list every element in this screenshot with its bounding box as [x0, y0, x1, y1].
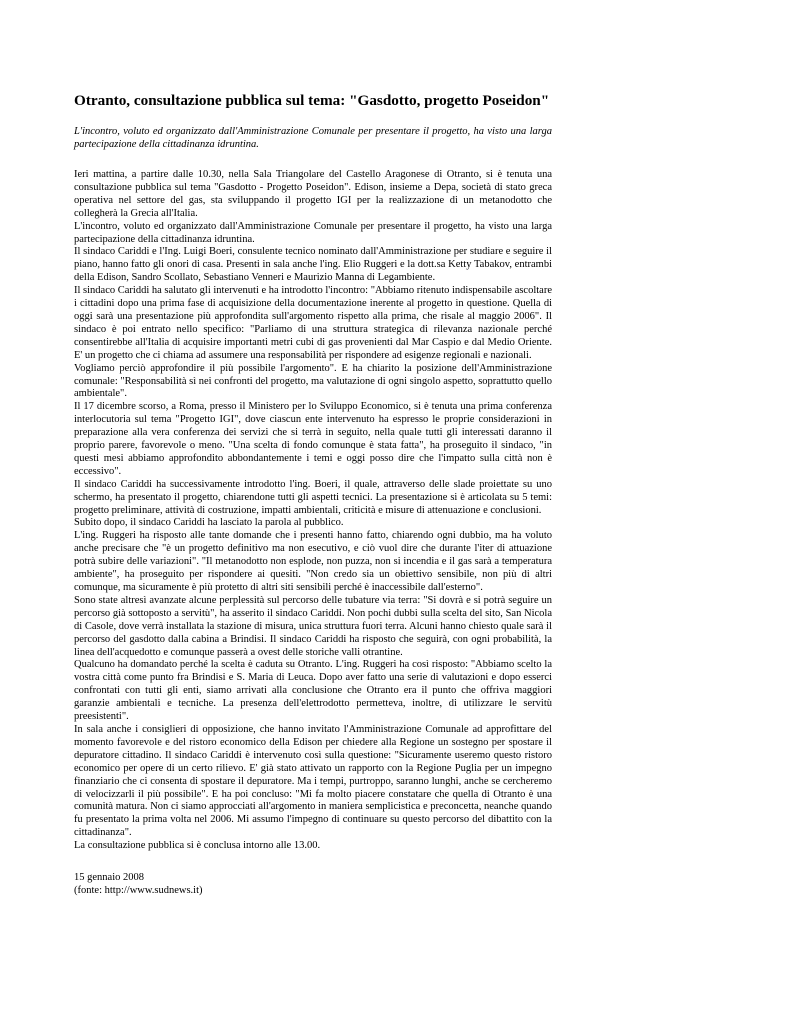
paragraph: Vogliamo perciò approfondire il più possibile l'argomento". E ha chiarito la posizione dell'Amministrazione comunale: "Responsabilità sì nei confronti del progetto, ma valutazione di ogni singolo aspetto, soprattutto quello ambientale". [74, 362, 552, 400]
article-title: Otranto, consultazione pubblica sul tema: "Gasdotto, progetto Poseidon" [74, 92, 550, 109]
document-page [74, 92, 552, 897]
paragraph: Qualcuno ha domandato perché la scelta è caduta su Otranto. L'ing. Ruggeri ha così risposto: "Abbiamo scelto la vostra città come punto fra Brindisi e S. Maria di Leuca. Dopo aver fatto una serie di valutazioni e dopo esserci confrontati con tutti gli enti, siamo arrivati alla conclusione che Otranto era il punto che offriva maggiori garanzie ambientali e tecniche. La presenza dell'elettrodotto permetteva, inoltre, di utilizzare le servitù preesistenti". [74, 659, 552, 723]
paragraph: Il sindaco Cariddi e l'Ing. Luigi Boeri, consulente tecnico nominato dall'Amministrazione per studiare e seguire il piano, hanno fatto gli onori di casa. Presenti in sala anche l'ing. Elio Ruggeri e la dott.sa Ketty Tabakov, entrambi della Edison, Sandro Scollato, Sebastiano Venneri e Maurizio Manna di Legambiente. [74, 246, 552, 284]
article-date: 15 gennaio 2008 [74, 872, 144, 884]
paragraph: L'incontro, voluto ed organizzato dall'Amministrazione Comunale per presentare il progetto, ha visto una larga partecipazione della cittadinanza idruntina. [74, 220, 552, 245]
article-footer [74, 871, 552, 897]
paragraph: L'ing. Ruggeri ha risposto alle tante domande che i presenti hanno fatto, chiarendo ogni dubbio, ma ha voluto anche precisare che "è un progetto definitivo ma non esecutivo, e ciò vuol dire che durante l'iter di attuazione potrà subire delle variazioni". "Il metanodotto non esplode, non puzza, non si incendia e il gas sarà a temperatura ambiente", ha proseguito per rispondere ai quesiti. "Non credo sia un obiettivo sensibile, non più di altri comunque, ma sicuramente è più protetto di altri siti sensibili perché è inaccessibile dall'esterno". [74, 530, 552, 593]
paragraph: Il sindaco Cariddi ha successivamente introdotto l'ing. Boeri, il quale, attraverso delle slade proiettate su uno schermo, ha presentato il progetto, chiarendone tutti gli aspetti tecnici. La presentazione si è articolata su 5 temi: progetto preliminare, attività di costruzione, impatti ambientali, criticità e misure di attenuazione e conclusioni. [74, 478, 552, 516]
paragraph: In sala anche i consiglieri di opposizione, che hanno invitato l'Amministrazione Comunale ad approfittare del momento favorevole e del ristoro economico della Edison per chiedere alla Regione un sostegno per spostare il depuratore cittadino. Il sindaco Cariddi è intervenuto così sulla questione: "Sicuramente useremo questo ristoro economico per opere di un certo rilievo. E' già stato attivato un rapporto con la Regione Puglia per un impegno finanziario che ci consenta di spostare il depuratore. Ma i tempi, purtroppo, saranno lunghi, anche se cercheremo di velocizzarli il più possibile". E ha poi concluso: "Mi fa molto piacere constatare che quella di Otranto è una comunità matura. Non ci siamo approcciati all'argomento in maniera semplicistica e preconcetta, neanche quando fu presentato la prima volta nel 2006. Mi assumo l'impegno di continuare su questo percorso del dibattito con la cittadinanza". [74, 723, 552, 839]
paragraph: Ieri mattina, a partire dalle 10.30, nella Sala Triangolare del Castello Aragonese di Otranto, si è tenuta una consultazione pubblica sul tema "Gasdotto - Progetto Poseidon". Edison, insieme a Depa, società di stato greca operativa nel settore del gas, sta sviluppando il progetto IGI per la realizzazione di un metanodotto che collegherà la Grecia all'Italia. [74, 169, 552, 219]
article-source: (fonte: http://www.sudnews.it) [74, 885, 203, 897]
article-lead: L'incontro, voluto ed organizzato dall'Amministrazione Comunale per presentare il progetto, ha visto una larga partecipazione della cittadinanza idruntina. [74, 126, 552, 150]
paragraph: Il sindaco Cariddi ha salutato gli intervenuti e ha introdotto l'incontro: "Abbiamo ritenuto indispensabile ascoltare i cittadini dopo una prima fase di acquisizione della documentazione inerente al progetto in questione. Quella di oggi sarà una presentazione più approfondita sull'argomento rispetto alla prima, che risale al maggio 2006". Il sindaco è poi entrato nello specifico: "Parliamo di una struttura strategica di rilevanza nazionale perché consentirebbe all'Italia di acquisire importanti metri cubi di gas provenienti dal Mar Caspio e dal Medio Oriente. E' un progetto che ci chiama ad assumere una responsabilità per rispondere ad esigenze regionali e nazionali. [74, 285, 552, 361]
paragraph: La consultazione pubblica si è conclusa intorno alle 13.00. [74, 840, 321, 852]
paragraph: Il 17 dicembre scorso, a Roma, presso il Ministero per lo Sviluppo Economico, si è tenuta una prima conferenza interlocutoria sul tema "Progetto IGI", dove ciascun ente intervenuto ha espresso le proprie considerazioni in preparazione alla vera conferenza dei servizi che si terrà in seguito, nella quale tutti gli interessati daranno il proprio parere, favorevole o meno. "Una scelta di fondo comunque è stata fatta", ha proseguito il sindaco, "in questi mesi abbiamo approfondito abbondantemente i temi e oggi posso dire che l'impatto sulla città non è eccessivo". [74, 401, 552, 477]
article-body [74, 169, 552, 853]
paragraph: Subito dopo, il sindaco Cariddi ha lasciato la parola al pubblico. [74, 517, 344, 529]
paragraph: Sono state altresì avanzate alcune perplessità sul percorso delle tubature via terra: "Si dovrà e si potrà seguire un percorso già sottoposto a servitù", ha asserito il sindaco Cariddi. Non pochi dubbi sulla scelta del sito, San Nicola di Casole, dove verrà installata la stazione di misura, unica struttura fuori terra. Alcuni hanno chiesto quale sarà il percorso del gasdotto dalla cabina a Brindisi. Il sindaco Cariddi ha risposto che seguirà, con ogni probabilità, la linea dell'acquedotto e comunque passerà a ovest delle storiche valli otrantine. [74, 594, 552, 658]
